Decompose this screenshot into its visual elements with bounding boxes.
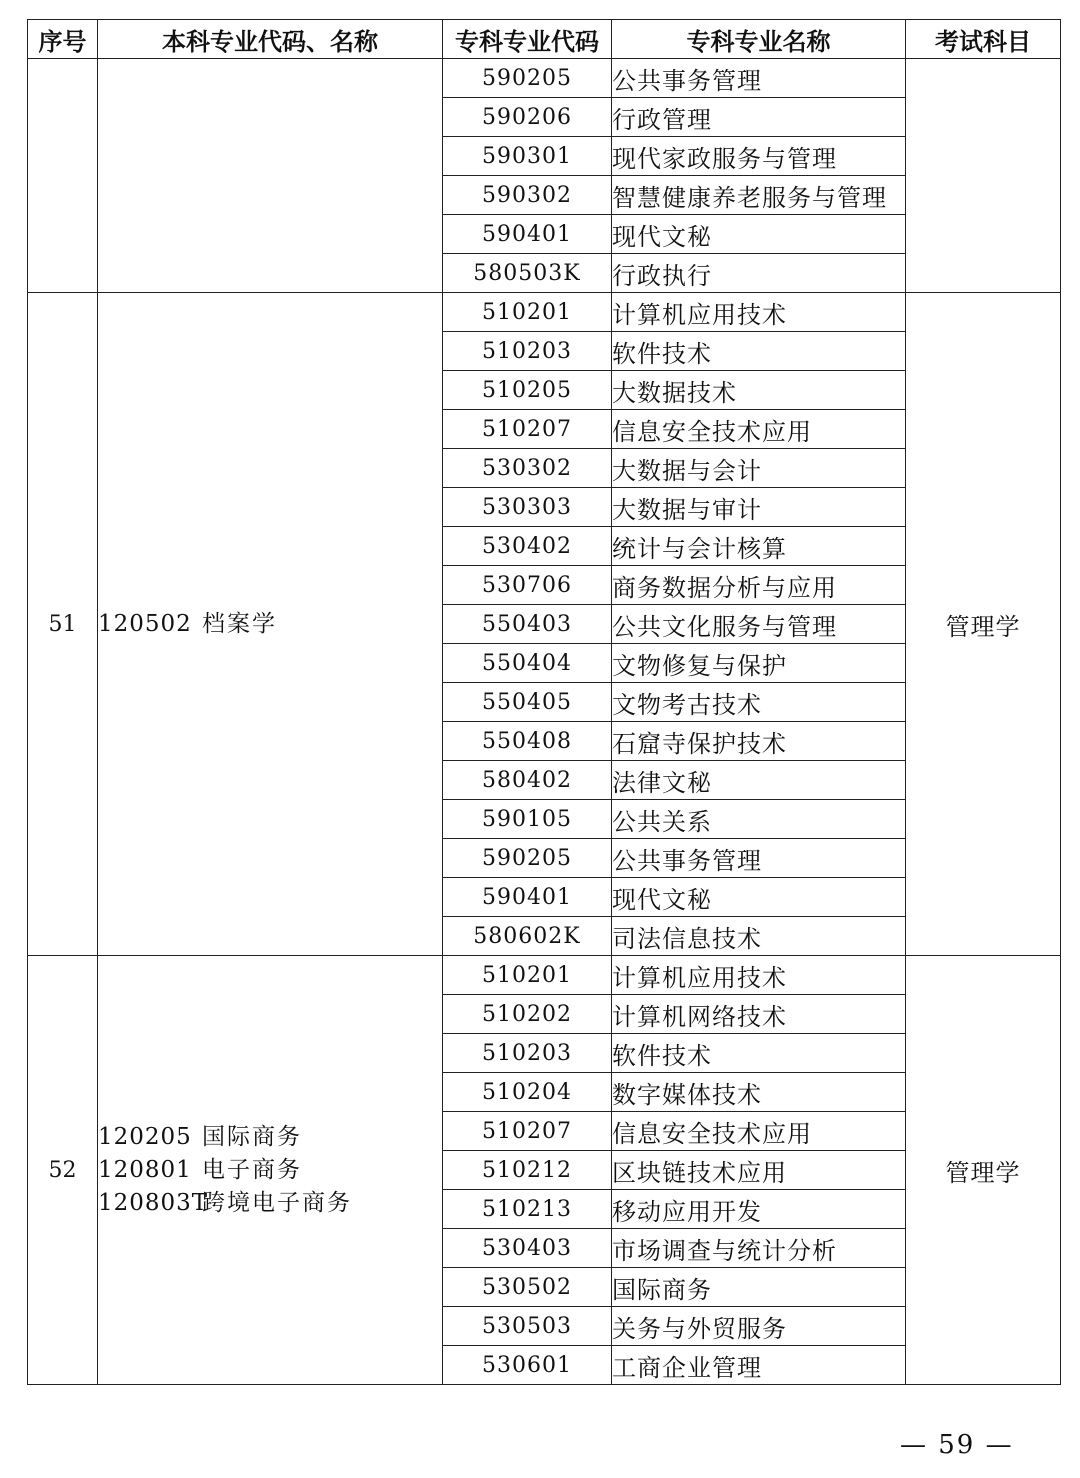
undergrad-major-code: 120502 bbox=[98, 610, 192, 637]
junior-major-code: 590105 bbox=[443, 800, 612, 839]
junior-major-code: 510203 bbox=[443, 1034, 612, 1073]
junior-major-name: 大数据与审计 bbox=[612, 488, 906, 527]
junior-major-name: 大数据技术 bbox=[612, 371, 906, 410]
junior-major-code: 530402 bbox=[443, 527, 612, 566]
header-row bbox=[28, 20, 1061, 59]
undergrad-major-code: 120205 bbox=[98, 1123, 192, 1150]
junior-major-name: 区块链技术应用 bbox=[612, 1151, 906, 1190]
junior-major-name: 计算机应用技术 bbox=[612, 956, 906, 995]
junior-major-code: 590205 bbox=[443, 839, 612, 878]
junior-major-name: 现代家政服务与管理 bbox=[612, 137, 906, 176]
table-row bbox=[28, 293, 1061, 332]
junior-major-name: 智慧健康养老服务与管理 bbox=[612, 176, 906, 215]
junior-major-name: 文物修复与保护 bbox=[612, 644, 906, 683]
undergrad-major-name: 电子商务 bbox=[202, 1156, 302, 1183]
junior-major-name: 石窟寺保护技术 bbox=[612, 722, 906, 761]
junior-major-code: 530503 bbox=[443, 1307, 612, 1346]
exam-subject-cell: 管理学 bbox=[906, 293, 1061, 956]
exam-subject-cell bbox=[906, 59, 1061, 293]
table-row bbox=[28, 59, 1061, 98]
junior-major-code: 530706 bbox=[443, 566, 612, 605]
junior-major-code: 510212 bbox=[443, 1151, 612, 1190]
seq-cell bbox=[28, 59, 98, 293]
junior-major-code: 510202 bbox=[443, 995, 612, 1034]
junior-major-code: 530403 bbox=[443, 1229, 612, 1268]
junior-major-name: 司法信息技术 bbox=[612, 917, 906, 956]
undergrad-major bbox=[98, 1187, 442, 1220]
major-table bbox=[27, 19, 1061, 1385]
junior-major-name: 软件技术 bbox=[612, 332, 906, 371]
junior-major-name: 国际商务 bbox=[612, 1268, 906, 1307]
junior-major-name: 数字媒体技术 bbox=[612, 1073, 906, 1112]
junior-major-code: 530601 bbox=[443, 1346, 612, 1385]
header-name: 专科专业名称 bbox=[612, 20, 906, 59]
junior-major-name: 行政管理 bbox=[612, 98, 906, 137]
undergrad-major-name: 跨境电子商务 bbox=[202, 1189, 352, 1216]
junior-major-code: 510201 bbox=[443, 956, 612, 995]
junior-major-name: 统计与会计核算 bbox=[612, 527, 906, 566]
junior-major-name: 公共关系 bbox=[612, 800, 906, 839]
junior-major-code: 530303 bbox=[443, 488, 612, 527]
junior-major-name: 商务数据分析与应用 bbox=[612, 566, 906, 605]
junior-major-code: 530502 bbox=[443, 1268, 612, 1307]
junior-major-code: 550403 bbox=[443, 605, 612, 644]
junior-major-code: 530302 bbox=[443, 449, 612, 488]
junior-major-code: 590401 bbox=[443, 215, 612, 254]
junior-major-name: 文物考古技术 bbox=[612, 683, 906, 722]
junior-major-code: 510213 bbox=[443, 1190, 612, 1229]
junior-major-code: 580503K bbox=[443, 254, 612, 293]
undergrad-major-name: 国际商务 bbox=[202, 1123, 302, 1150]
junior-major-name: 计算机应用技术 bbox=[612, 293, 906, 332]
junior-major-name: 公共事务管理 bbox=[612, 839, 906, 878]
header-subject: 考试科目 bbox=[906, 20, 1061, 59]
junior-major-code: 590206 bbox=[443, 98, 612, 137]
junior-major-name: 工商企业管理 bbox=[612, 1346, 906, 1385]
page-number: — 59 — bbox=[900, 1430, 1014, 1460]
junior-major-name: 公共文化服务与管理 bbox=[612, 605, 906, 644]
junior-major-name: 大数据与会计 bbox=[612, 449, 906, 488]
header-code: 专科专业代码 bbox=[443, 20, 612, 59]
junior-major-name: 市场调查与统计分析 bbox=[612, 1229, 906, 1268]
junior-major-name: 行政执行 bbox=[612, 254, 906, 293]
header-seq: 序号 bbox=[28, 20, 98, 59]
junior-major-code: 580602K bbox=[443, 917, 612, 956]
undergrad-major-name: 档案学 bbox=[202, 610, 277, 637]
junior-major-code: 550408 bbox=[443, 722, 612, 761]
table-row bbox=[28, 956, 1061, 995]
junior-major-code: 510205 bbox=[443, 371, 612, 410]
junior-major-name: 移动应用开发 bbox=[612, 1190, 906, 1229]
junior-major-name: 信息安全技术应用 bbox=[612, 1112, 906, 1151]
junior-major-code: 550404 bbox=[443, 644, 612, 683]
seq-cell: 51 bbox=[28, 293, 98, 956]
junior-major-code: 590301 bbox=[443, 137, 612, 176]
junior-major-code: 590302 bbox=[443, 176, 612, 215]
junior-major-name: 信息安全技术应用 bbox=[612, 410, 906, 449]
junior-major-name: 计算机网络技术 bbox=[612, 995, 906, 1034]
undergrad-major bbox=[98, 1121, 442, 1154]
undergrad-major-cell bbox=[98, 956, 443, 1385]
undergrad-major-code: 120801 bbox=[98, 1156, 192, 1183]
junior-major-code: 550405 bbox=[443, 683, 612, 722]
junior-major-name: 现代文秘 bbox=[612, 878, 906, 917]
undergrad-major-cell bbox=[98, 59, 443, 293]
exam-subject-cell: 管理学 bbox=[906, 956, 1061, 1385]
undergrad-major bbox=[98, 608, 442, 641]
junior-major-name: 公共事务管理 bbox=[612, 59, 906, 98]
junior-major-code: 590401 bbox=[443, 878, 612, 917]
junior-major-name: 关务与外贸服务 bbox=[612, 1307, 906, 1346]
junior-major-code: 510204 bbox=[443, 1073, 612, 1112]
junior-major-code: 510207 bbox=[443, 410, 612, 449]
undergrad-major-cell bbox=[98, 293, 443, 956]
junior-major-code: 510203 bbox=[443, 332, 612, 371]
junior-major-name: 软件技术 bbox=[612, 1034, 906, 1073]
junior-major-name: 现代文秘 bbox=[612, 215, 906, 254]
table-body bbox=[28, 59, 1061, 1385]
junior-major-code: 580402 bbox=[443, 761, 612, 800]
seq-cell: 52 bbox=[28, 956, 98, 1385]
undergrad-major-code: 120803T bbox=[98, 1189, 209, 1216]
header-undergrad: 本科专业代码、名称 bbox=[98, 20, 443, 59]
undergrad-major bbox=[98, 1154, 442, 1187]
junior-major-code: 510207 bbox=[443, 1112, 612, 1151]
junior-major-name: 法律文秘 bbox=[612, 761, 906, 800]
junior-major-code: 510201 bbox=[443, 293, 612, 332]
junior-major-code: 590205 bbox=[443, 59, 612, 98]
